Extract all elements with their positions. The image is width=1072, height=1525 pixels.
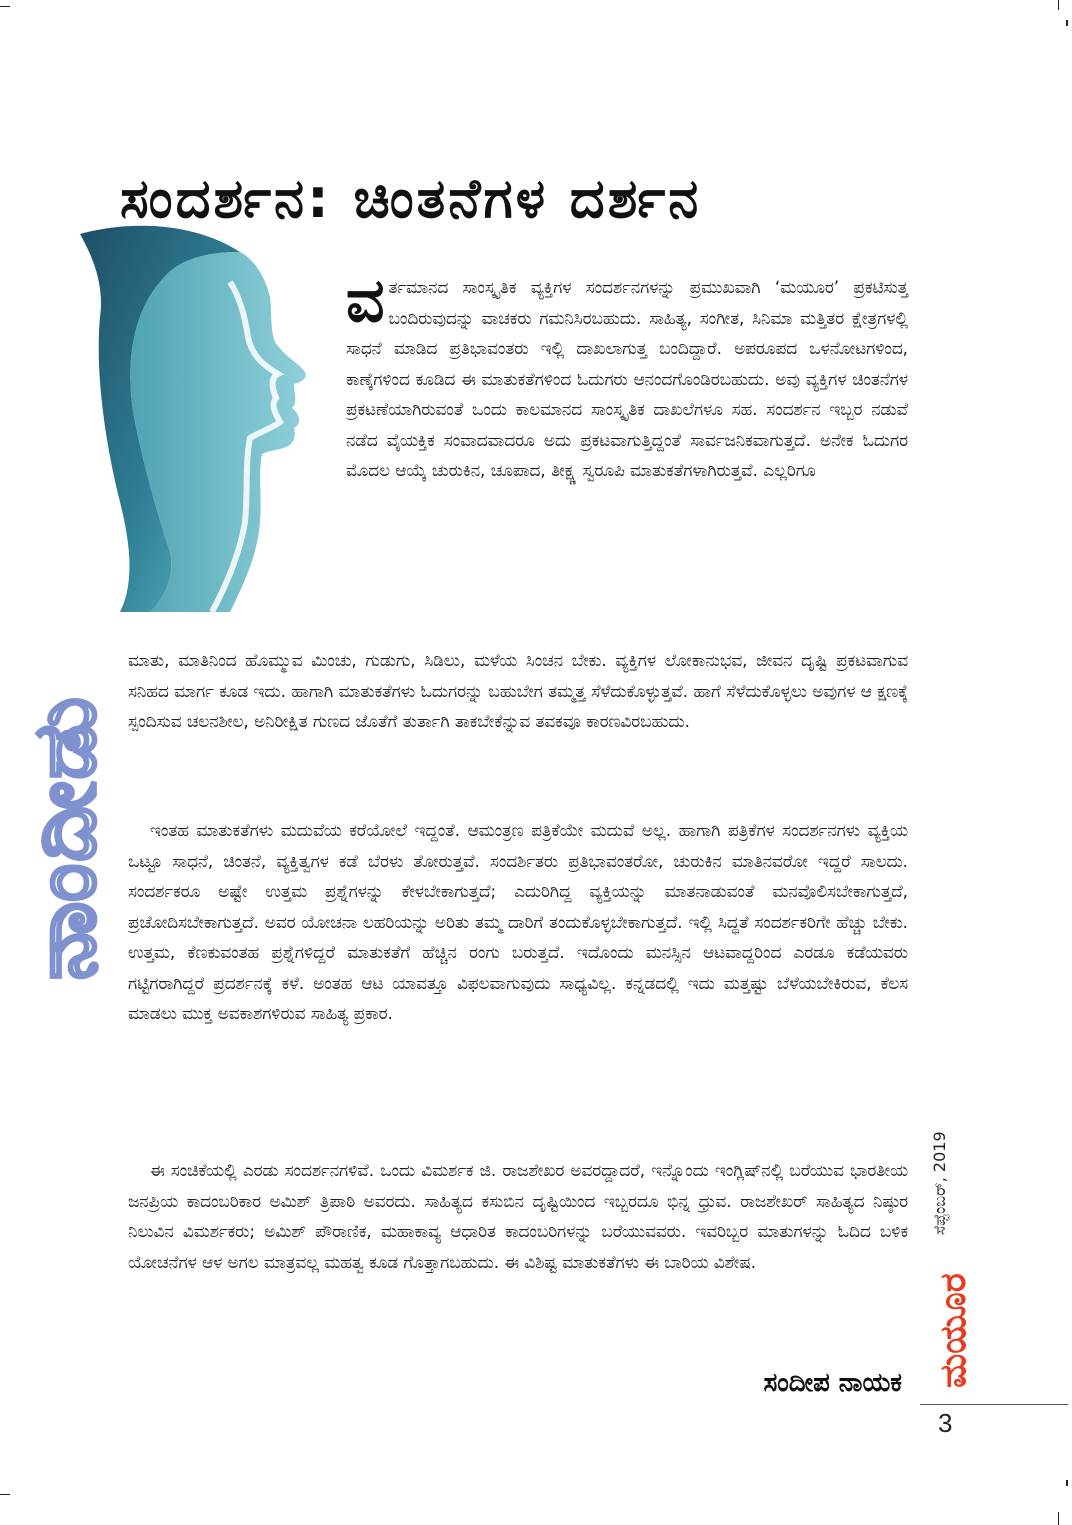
footer-brand-logo: ಮಯೂರ [933,1273,974,1388]
crop-mark-bottom-left [0,1494,10,1495]
face-silhouette-illustration [80,222,340,612]
paragraph-1-top [346,266,908,486]
crop-mark-bottom-right [1066,1480,1068,1486]
paragraph-1-bottom: ಮಾತು, ಮಾತಿನಿಂದ ಹೊಮ್ಮುವ ಮಿಂಚು, ಗುಡುಗು, ಸಿಡಿಲು, ಮಳೆಯ ಸಿಂಚನ ಬೇಕು. ವ್ಯಕ್ತಿಗಳ ಲೋಕಾನುಭವ, ಜೀವನ ದೃಷ್ಟಿ ಪ್ರಕಟವಾಗುವ ಸನಿಹದ ಮಾರ್ಗ ಕೂಡ ಇದು. ಹಾಗಾಗಿ ಮಾತುಕತೆಗಳು ಓದುಗರನ್ನು ಬಹುಬೇಗ ತಮ್ಮತ್ತ ಸೆಳೆದುಕೊಳ್ಳುತ್ತವೆ. ಹಾಗೆ ಸೆಳೆದುಕೊಳ್ಳಲು ಅವುಗಳ ಆ ಕ್ಷಣಕ್ಕೆ ಸ್ಪಂದಿಸುವ ಚಲನಶೀಲ, ಅನಿರೀಕ್ಷಿತ ಗುಣದ ಜೊತೆಗೆ ತುರ್ತಾಗಿ ತಾಕಬೇಕೆನ್ನುವ ತವಕವೂ ಕಾರಣವಿರಬಹುದು. [128,650,908,731]
author-name: ಸಂದೀಪ ನಾಯಕ [763,1368,902,1398]
footer-rule [920,1404,1068,1405]
page-title: ಸಂದರ್ಶನ: ಚಿಂತನೆಗಳ ದರ್ಶನ [120,167,702,231]
crop-mark-top-right [1058,0,1059,10]
footer-date: ಸೆಪ್ಟೆಂಬರ್, 2019 [930,1131,949,1235]
paragraph-1-top-text: ರ್ತಮಾನದ ಸಾಂಸ್ಕೃತಿಕ ವ್ಯಕ್ತಿಗಳ ಸಂದರ್ಶನಗಳನ್ನು ಪ್ರಮುಖವಾಗಿ ‘ಮಯೂರ’ ಪ್ರಕಟಿಸುತ್ತ ಬಂದಿರುವುದನ್ನು ವಾಚಕರು ಗಮನಿಸಿರಬಹುದು. ಸಾಹಿತ್ಯ, ಸಂಗೀತ, ಸಿನಿಮಾ ಮತ್ತಿತರ ಕ್ಷೇತ್ರಗಳಲ್ಲಿ ಸಾಧನೆ ಮಾಡಿದ ಪ್ರತಿಭಾವಂತರು ಇಲ್ಲಿ ದಾಖಲಾಗುತ್ತ ಬಂದಿದ್ದಾರೆ. ಅಪರೂಪದ ಒಳನೋಟಗಳಿಂದ, ಕಾಣ್ಕೆಗಳಿಂದ ಕೂಡಿದ ಈ ಮಾತುಕತೆಗಳಿಂದ ಓದುಗರು ಆನಂದಗೊಂಡಿರಬಹುದು. ಅವು ವ್ಯಕ್ತಿಗಳ ಚಿಂತನೆಗಳ ಪ್ರಕಟಣೆಯಾಗಿರುವಂತೆ ಒಂದು ಕಾಲಮಾನದ ಸಾಂಸ್ಕೃತಿಕ ದಾಖಲೆಗಳೂ ಸಹ. ಸಂದರ್ಶನ ಇಬ್ಬರ ನಡುವೆ ನಡೆದ ವೈಯಕ್ತಿಕ ಸಂವಾದವಾದರೂ ಅದು ಪ್ರಕಟವಾಗುತ್ತಿದ್ದಂತೆ ಸಾರ್ವಜನಿಕವಾಗುತ್ತದೆ. ಅನೇಕ ಓದುಗರ ಮೊದಲ ಆಯ್ಕೆ ಚುರುಕಿನ, ಚೂಪಾದ, ತೀಕ್ಷ್ಣ ಸ್ವರೂಪಿ ಮಾತುಕತೆಗಳಾಗಿರುತ್ತವೆ. ಎಲ್ಲರಿಗೂ [346,277,908,480]
drop-cap: ವ [346,266,385,336]
crop-mark-top-left [0,6,10,7]
page-number: 3 [938,1408,953,1438]
paragraph-2: ಇಂತಹ ಮಾತುಕತೆಗಳು ಮದುವೆಯ ಕರೆಯೋಲೆ ಇದ್ದಂತೆ. ಆಮಂತ್ರಣ ಪತ್ರಿಕೆಯೇ ಮದುವೆ ಅಲ್ಲ. ಹಾಗಾಗಿ ಪತ್ರಿಕೆಗಳ ಸಂದರ್ಶನಗಳು ವ್ಯಕ್ತಿಯ ಒಟ್ಟೂ ಸಾಧನೆ, ಚಿಂತನೆ, ವ್ಯಕ್ತಿತ್ವಗಳ ಕಡೆ ಬೆರಳು ತೋರುತ್ತವೆ. ಸಂದರ್ಶಿತರು ಪ್ರತಿಭಾವಂತರೋ, ಚುರುಕಿನ ಮಾತಿನವರೋ ಇದ್ದರೆ ಸಾಲದು. ಸಂದರ್ಶಕರೂ ಅಷ್ಟೇ ಉತ್ತಮ ಪ್ರಶ್ನೆಗಳನ್ನು ಕೇಳಬೇಕಾಗುತ್ತದೆ; ಎದುರಿಗಿದ್ದ ವ್ಯಕ್ತಿಯನ್ನು ಮಾತನಾಡುವಂತೆ ಮನವೊಲಿಸಬೇಕಾಗುತ್ತದೆ, ಪ್ರಚೋದಿಸಬೇಕಾಗುತ್ತದೆ. ಅವರ ಯೋಚನಾ ಲಹರಿಯನ್ನು ಅರಿತು ತಮ್ಮ ದಾರಿಗೆ ತಂದುಕೊಳ್ಳಬೇಕಾಗುತ್ತದೆ. ಇಲ್ಲಿ ಸಿದ್ಧತೆ ಸಂದರ್ಶಕರಿಗೇ ಹೆಚ್ಚು ಬೇಕು. ಉತ್ತಮ, ಕೆಣಕುವಂತಹ ಪ್ರಶ್ನೆಗಳಿದ್ದರೆ ಮಾತುಕತೆಗೆ ಹೆಚ್ಚಿನ ರಂಗು ಬರುತ್ತದೆ. ಇದೊಂದು ಮನಸ್ಸಿನ ಆಟವಾದ್ದರಿಂದ ಎರಡೂ ಕಡೆಯವರು ಗಟ್ಟಿಗರಾಗಿದ್ದರೆ ಪ್ರದರ್ಶನಕ್ಕೆ ಕಳೆ. ಅಂತಹ ಆಟ ಯಾವತ್ತೂ ವಿಫಲವಾಗುವುದು ಸಾಧ್ಯವಿಲ್ಲ. ಕನ್ನಡದಲ್ಲಿ ಇದು ಮತ್ತಷ್ಟು ಬೆಳೆಯಬೇಕಿರುವ, ಕೆಲಸ ಮಾಡಲು ಮುಕ್ತ ಅವಕಾಶಗಳಿರುವ ಸಾಹಿತ್ಯ ಪ್ರಕಾರ. [128,820,908,1023]
paragraph-3: ಈ ಸಂಚಿಕೆಯಲ್ಲಿ ಎರಡು ಸಂದರ್ಶನಗಳಿವೆ. ಒಂದು ವಿಮರ್ಶಕ ಜಿ. ರಾಜಶೇಖರ ಅವರದ್ದಾದರೆ, ಇನ್ನೊಂದು ಇಂಗ್ಲಿಷ್‌ನಲ್ಲಿ ಬರೆಯುವ ಭಾರತೀಯ ಜನಪ್ರಿಯ ಕಾದಂಬರಿಕಾರ ಅಮಿಶ್ ತ್ರಿಪಾಠಿ ಅವರದು. ಸಾಹಿತ್ಯದ ಕಸುಬಿನ ದೃಷ್ಟಿಯಿಂದ ಇಬ್ಬರದೂ ಭಿನ್ನ ಧ್ರುವ. ರಾಜಶೇಖರ್ ಸಾಹಿತ್ಯದ ನಿಷ್ಠುರ ನಿಲುವಿನ ವಿಮರ್ಶಕರು; ಅಮಿಶ್ ಪೌರಾಣಿಕ, ಮಹಾಕಾವ್ಯ ಆಧಾರಿತ ಕಾದಂಬರಿಗಳನ್ನು ಬರೆಯುವವರು. ಇವರಿಬ್ಬರ ಮಾತುಗಳನ್ನು ಓದಿದ ಬಳಿಕ ಯೋಚನೆಗಳ ಆಳ ಅಗಲ ಮಾತ್ರವಲ್ಲ ಮಹತ್ವ ಕೂಡ ಗೊತ್ತಾಗಬಹುದು. ಈ ವಿಶಿಷ್ಟ ಮಾತುಕತೆಗಳು ಈ ಬಾರಿಯ ವಿಶೇಷ. [128,1160,908,1272]
crop-mark-right-upper [1066,20,1068,26]
crop-mark-bottom-right-v [1058,1512,1059,1525]
side-label-vertical: ನಾಂದೀಡು [15,695,115,980]
